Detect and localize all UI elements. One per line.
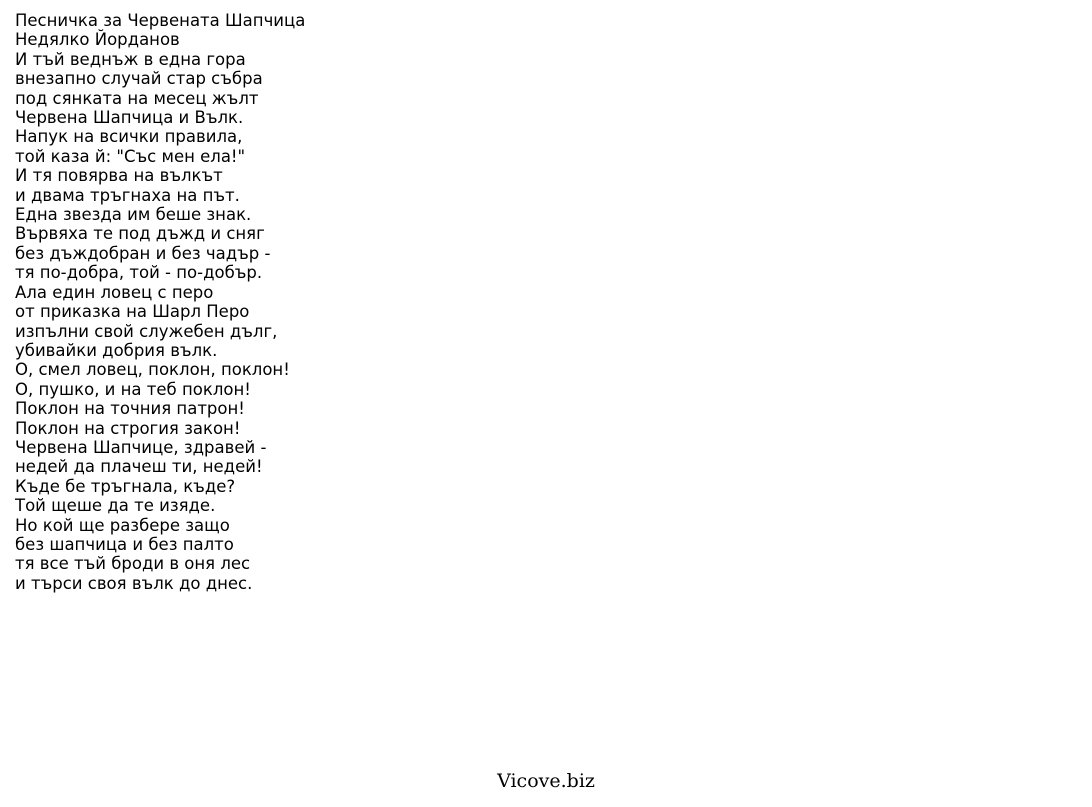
poem-author: Недялко Йорданов	[15, 30, 180, 50]
poem-line: Поклон на точния патрон!	[15, 399, 245, 419]
poem-line: под сянката на месец жълт	[15, 88, 259, 108]
poem-line: Една звезда им беше знак.	[15, 205, 252, 225]
poem-line: О, пушко, и на теб поклон!	[15, 379, 251, 399]
site-footer	[0, 769, 1092, 793]
poem-line: внезапно случай стар събра	[15, 69, 263, 89]
poem-line: Ала един ловец с перо	[15, 282, 214, 302]
poem-line: и двама тръгнаха на път.	[15, 185, 240, 205]
poem-line: без шапчица и без палто	[15, 534, 234, 554]
poem-line: Червена Шапчица и Вълк.	[15, 108, 244, 128]
poem-line: тя по-добра, той - по-добър.	[15, 263, 263, 283]
poem-line: Но кой ще разбере защо	[15, 515, 230, 535]
poem-line: без дъждобран и без чадър -	[15, 243, 271, 263]
poem-line: Напук на всички правила,	[15, 127, 243, 147]
poem-line: от приказка на Шарл Перо	[15, 302, 250, 322]
poem-line: О, смел ловец, поклон, поклон!	[15, 360, 290, 380]
poem-line: Вървяха те под дъжд и сняг	[15, 224, 265, 244]
poem-line: И тъй веднъж в една гора	[15, 49, 246, 69]
poem-line: и търси своя вълк до днес.	[15, 573, 253, 593]
poem-line: Къде бе тръгнала, къде?	[15, 476, 236, 496]
poem-line: Поклон на строгия закон!	[15, 418, 241, 438]
poem-line: Той щеше да те изяде.	[15, 496, 216, 516]
poem-line: изпълни свой служебен дълг,	[15, 321, 278, 341]
poem-line: Червена Шапчице, здравей -	[15, 437, 267, 457]
poem-title: Песничка за Червената Шапчица	[15, 11, 306, 30]
poem-text	[15, 11, 305, 593]
site-name: Vicove.biz	[497, 770, 595, 792]
poem-line: той каза й: "Със мен ела!"	[15, 146, 246, 166]
poem-line: тя все тъй броди в оня лес	[15, 554, 251, 574]
poem-line: И тя повярва на вълкът	[15, 166, 223, 186]
poem-line: убивайки добрия вълк.	[15, 340, 218, 360]
poem-line: недей да плачеш ти, недей!	[15, 457, 263, 477]
